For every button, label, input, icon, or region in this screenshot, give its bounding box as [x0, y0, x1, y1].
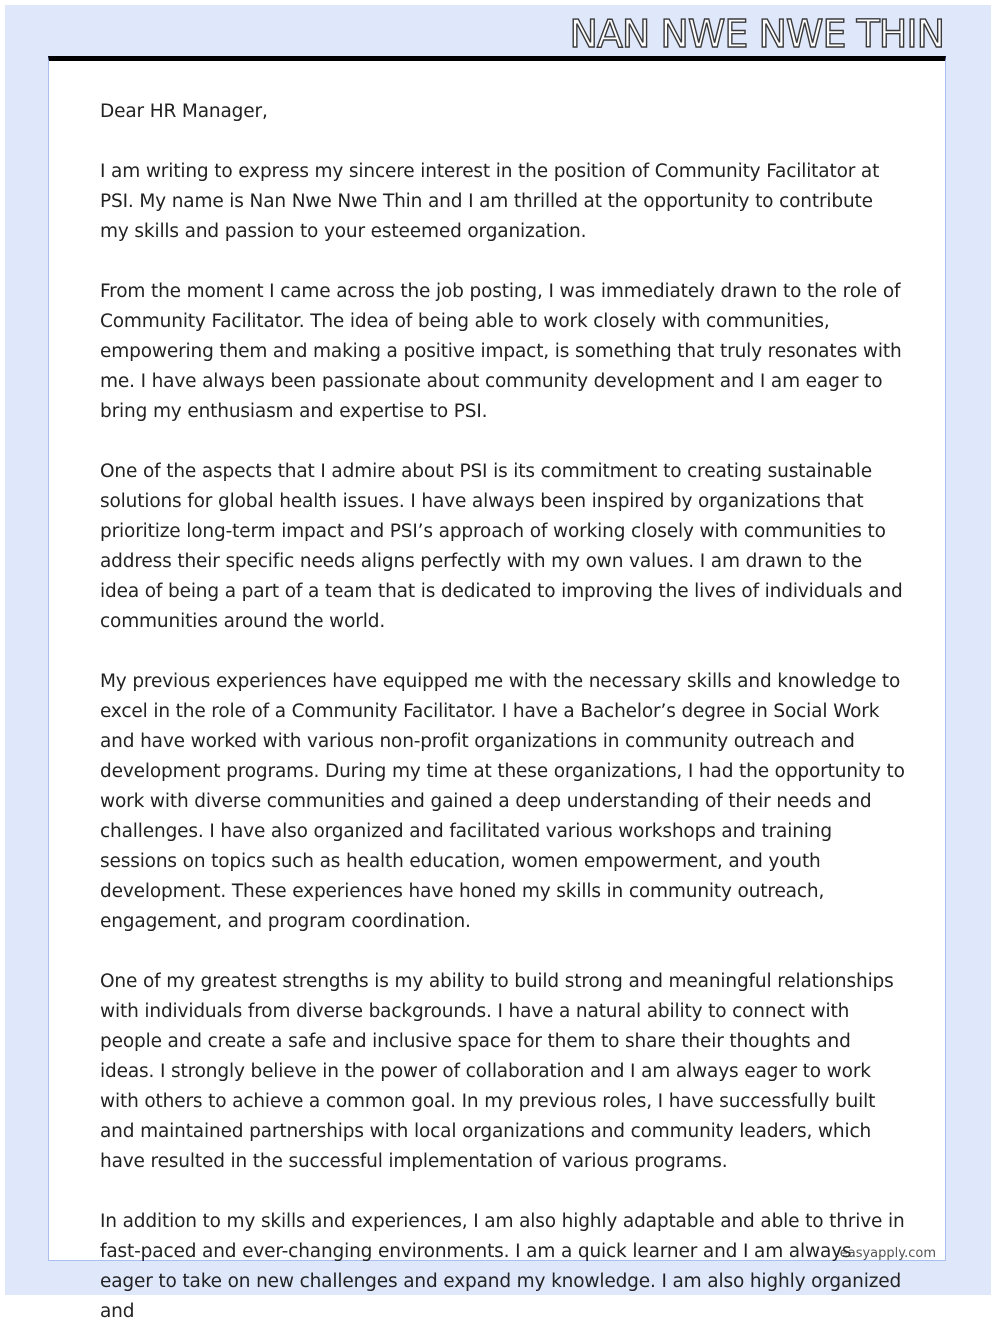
cover-letter-body: [100, 97, 906, 1322]
paragraph-2: From the moment I came across the job posting, I was immediately drawn to the role of Community Facilitator. The idea of being able to work closely with communities, empowering them and making a positive impact, is something that truly resonates with me. I have always been passionate about community development and I am eager to bring my enthusiasm and expertise to PSI.: [100, 281, 902, 422]
paragraph-4: My previous experiences have equipped me with the necessary skills and knowledge to excel in the role of a Community Facilitator. I have a Bachelor’s degree in Social Work and have worked with various non-profit organizations in community outreach and development programs. During my time at these organizations, I had the opportunity to work with diverse communities and gained a deep understanding of their needs and challenges. I have also organized and facilitated various workshops and training sessions on topics such as health education, women empowerment, and youth development. These experiences have honed my skills in community outreach, engagement, and program coordination.: [100, 671, 905, 932]
paragraph-3: One of the aspects that I admire about PSI is its commitment to creating sustainable solutions for global health issues. I have always been inspired by organizations that prioritize long-term impact and PSI’s approach of working closely with communities to address their specific needs aligns perfectly with my own values. I am drawn to the idea of being a part of a team that is dedicated to improving the lives of individuals and communities around the world.: [100, 461, 903, 632]
applicant-name-header: NAN NWE NWE THIN: [569, 12, 944, 56]
paragraph-5: One of my greatest strengths is my ability to build strong and meaningful relationships with individuals from diverse backgrounds. I have a natural ability to connect with people and create a safe and inclusive space for them to share their thoughts and ideas. I strongly believe in the power of collaboration and I am always eager to work with others to achieve a common goal. In my previous roles, I have successfully built and maintained partnerships with local organizations and community leaders, which have resulted in the successful implementation of various programs.: [100, 971, 894, 1172]
salutation: Dear HR Manager,: [100, 101, 268, 122]
watermark: easyapply.com: [839, 1246, 936, 1261]
paragraph-1: I am writing to express my sincere interest in the position of Community Facilitator at PSI. My name is Nan Nwe Nwe Thin and I am thrilled at the opportunity to contribute my skills and passion to your esteemed organization.: [100, 161, 880, 242]
paragraph-6: In addition to my skills and experiences, I am also highly adaptable and able to thrive in fast-paced and ever-changing environments. I am a quick learner and I am always eager to take on new challenges and expand my knowledge. I am also highly organized and: [100, 1211, 905, 1322]
